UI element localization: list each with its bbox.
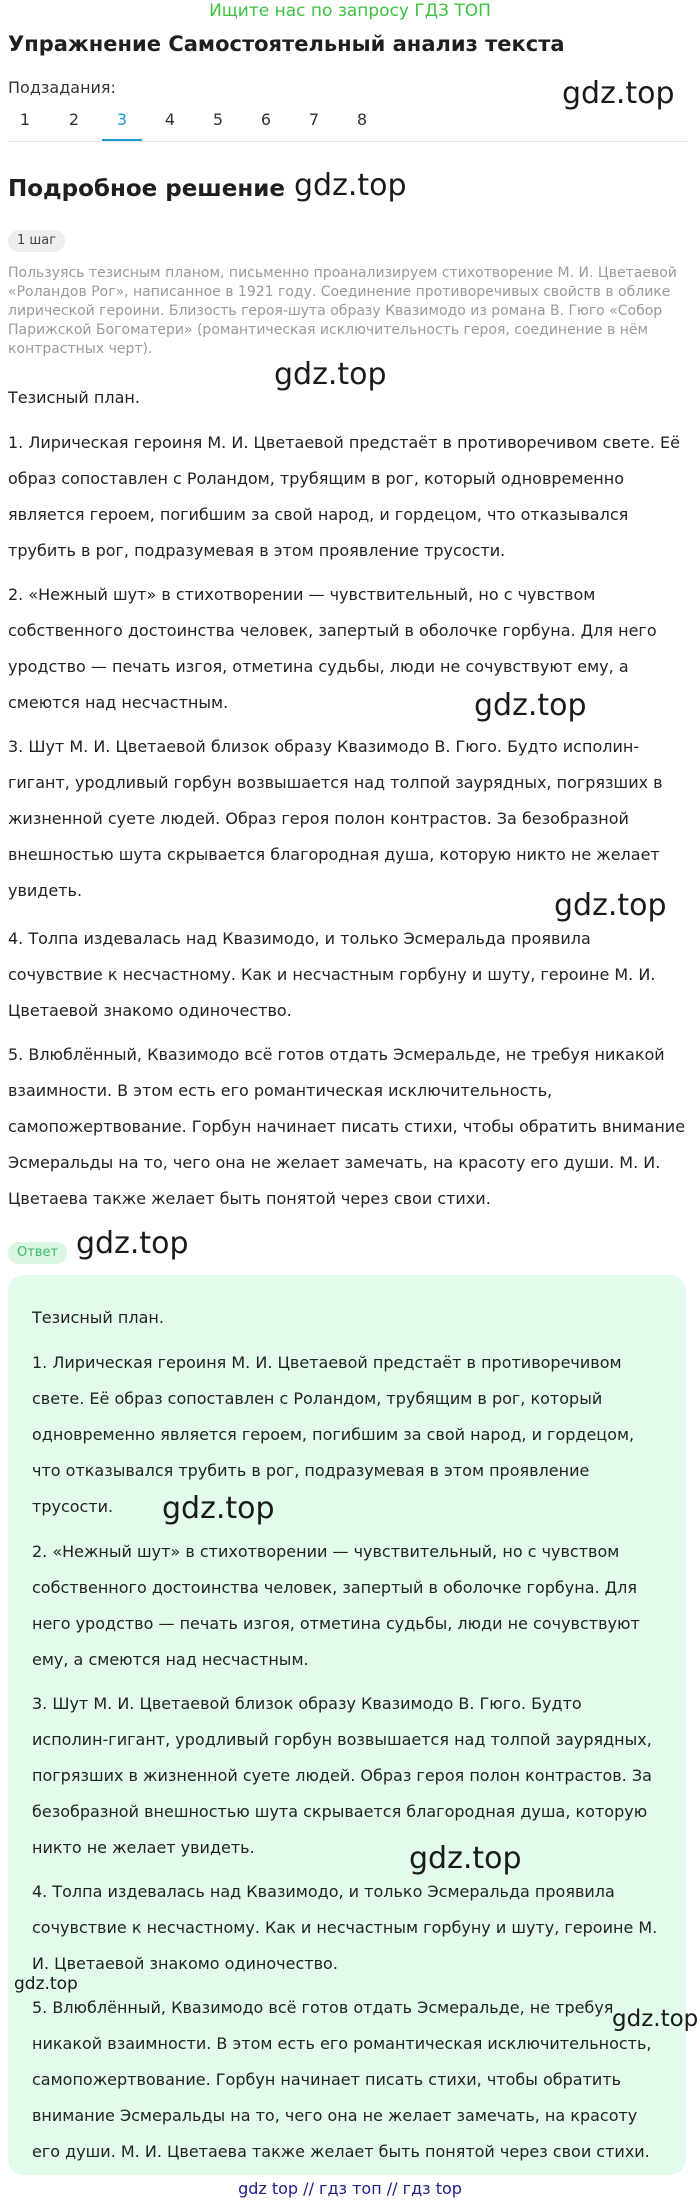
watermark: gdz.top xyxy=(76,1226,189,1261)
divider xyxy=(8,141,688,142)
solution-paragraph: 1. Лирическая героиня М. И. Цветаевой предстаёт в противоречивом свете. Её образ сопоставлен с Роландом, трубящим в рог, который одновременно является героем, погибшим за свой народ, и гордецом, что отказывался трубить в рог, подразумевая в этом проявление трусости. xyxy=(8,433,680,560)
page-title: Упражнение Самостоятельный анализ текста xyxy=(8,32,565,56)
subtask-tab-6[interactable]: 6 xyxy=(260,110,272,129)
watermark: gdz.top xyxy=(294,168,407,203)
answer-plan-title: Тезисный план. xyxy=(32,1308,164,1327)
solution-paragraph: 2. «Нежный шут» в стихотворении — чувствительный, но с чувством собственного достоинства человек, запертый в оболочке горбуна. Для него уродство — печать изгоя, отметина судьбы, люди не сочувствуют ему, а смеются над несчастным. xyxy=(8,585,657,712)
solution-intro: Пользуясь тезисным планом, письменно проанализируем стихотворение М. И. Цветаевой «Роландов Рог», написанное в 1921 году. Соединение противоречивых свойств в облике лирической героини. Близость героя-шута образу Квазимодо из романа В. Гюго «Собор Парижской Богоматери» (романтическая исключительность героя, соединение в нём контрастных черт). xyxy=(8,265,677,357)
footer-link[interactable]: гдз top xyxy=(402,2179,462,2198)
subtasks-tabs xyxy=(0,105,386,141)
subtask-tab-7[interactable]: 7 xyxy=(308,110,320,129)
footer-link[interactable]: гдз топ xyxy=(319,2179,382,2198)
footer-separator: // xyxy=(386,2179,398,2198)
subtasks-label: Подзадания: xyxy=(8,78,116,97)
footer xyxy=(0,2176,700,2202)
step-badge: 1 шаг xyxy=(8,230,65,252)
watermark: gdz.top xyxy=(274,357,387,392)
watermark: gdz.top xyxy=(554,888,667,923)
footer-link[interactable]: gdz top xyxy=(238,2179,299,2198)
solution-paragraph: 5. Влюблённый, Квазимодо всё готов отдать Эсмеральде, не требуя никакой взаимности. В этом есть его романтическая исключительность, самопожертвование. Горбун начинает писать стихи, чтобы обратить внимание Эсмеральды на то, чего она не желает замечать, на красоту его души. М. И. Цветаева также желает быть понятой через свои стихи. xyxy=(8,1045,686,1208)
answer-paragraph: 4. Толпа издевалась над Квазимодо, и только Эсмеральда проявила сочувствие к несчастному. Как и несчастным горбуну и шуту, героине М. И. Цветаевой знакомо одиночество. xyxy=(32,1882,658,1973)
footer-separator: // xyxy=(303,2179,314,2198)
subtask-tab-2[interactable]: 2 xyxy=(68,110,80,129)
watermark: gdz.top xyxy=(409,1841,522,1876)
solution-paragraph: 3. Шут М. И. Цветаевой близок образу Квазимодо В. Гюго. Будто исполин-гигант, уродливый горбун возвышается над толпой заурядных, погрязших в жизненной суете людей. Образ героя полон контрастов. За безобразной внешностью шута скрывается благородная душа, которую никто не желает увидеть. xyxy=(8,737,663,900)
watermark: gdz.top xyxy=(474,688,587,723)
answer-paragraph: 5. Влюблённый, Квазимодо всё готов отдать Эсмеральде, не требуя никакой взаимности. В этом есть его романтическая исключительность, самопожертвование. Горбун начинает писать стихи, чтобы обратить внимание Эсмеральды на то, чего она не желает замечать, на красоту его души. М. И. Цветаева также желает быть понятой через свои стихи. xyxy=(32,1998,652,2161)
solution-paragraph: 4. Толпа издевалась над Квазимодо, и только Эсмеральда проявила сочувствие к несчастному. Как и несчастным горбуну и шуту, героине М. И. Цветаевой знакомо одиночество. xyxy=(8,929,656,1020)
plan-title: Тезисный план. xyxy=(8,388,140,407)
subtask-tab-4[interactable]: 4 xyxy=(164,110,176,129)
subtask-tab-8[interactable]: 8 xyxy=(356,110,368,129)
subtask-tab-1[interactable]: 1 xyxy=(19,110,31,129)
watermark: gdz.top xyxy=(562,76,675,111)
solution-title: Подробное решение xyxy=(8,176,285,202)
answer-paragraph: 3. Шут М. И. Цветаевой близок образу Квазимодо В. Гюго. Будто исполин-гигант, уродливый горбун возвышается над толпой заурядных, погрязших в жизненной суете людей. Образ героя полон контрастов. За безобразной внешностью шута скрывается благородная душа, которую никто не желает увидеть. xyxy=(32,1694,652,1857)
watermark: gdz.top xyxy=(14,1974,78,1994)
answer-paragraph: 2. «Нежный шут» в стихотворении — чувствительный, но с чувством собственного достоинства человек, запертый в оболочке горбуна. Для него уродство — печать изгоя, отметина судьбы, люди не сочувствуют ему, а смеются над несчастным. xyxy=(32,1542,640,1669)
answer-badge: Ответ xyxy=(8,1242,67,1264)
subtask-tab-5[interactable]: 5 xyxy=(212,110,224,129)
watermark: gdz.top xyxy=(162,1491,275,1526)
watermark: gdz.top xyxy=(612,2006,699,2032)
answer-paragraph: 1. Лирическая героиня М. И. Цветаевой предстаёт в противоречивом свете. Её образ сопоставлен с Роландом, трубящим в рог, который одновременно является героем, погибшим за свой народ, и гордецом, что отказывался трубить в рог, подразумевая в этом проявление трусости. xyxy=(32,1353,635,1516)
search-banner: Ищите нас по запросу ГДЗ ТОП xyxy=(209,1,491,21)
subtask-tab-3[interactable]: 3 xyxy=(98,105,146,137)
